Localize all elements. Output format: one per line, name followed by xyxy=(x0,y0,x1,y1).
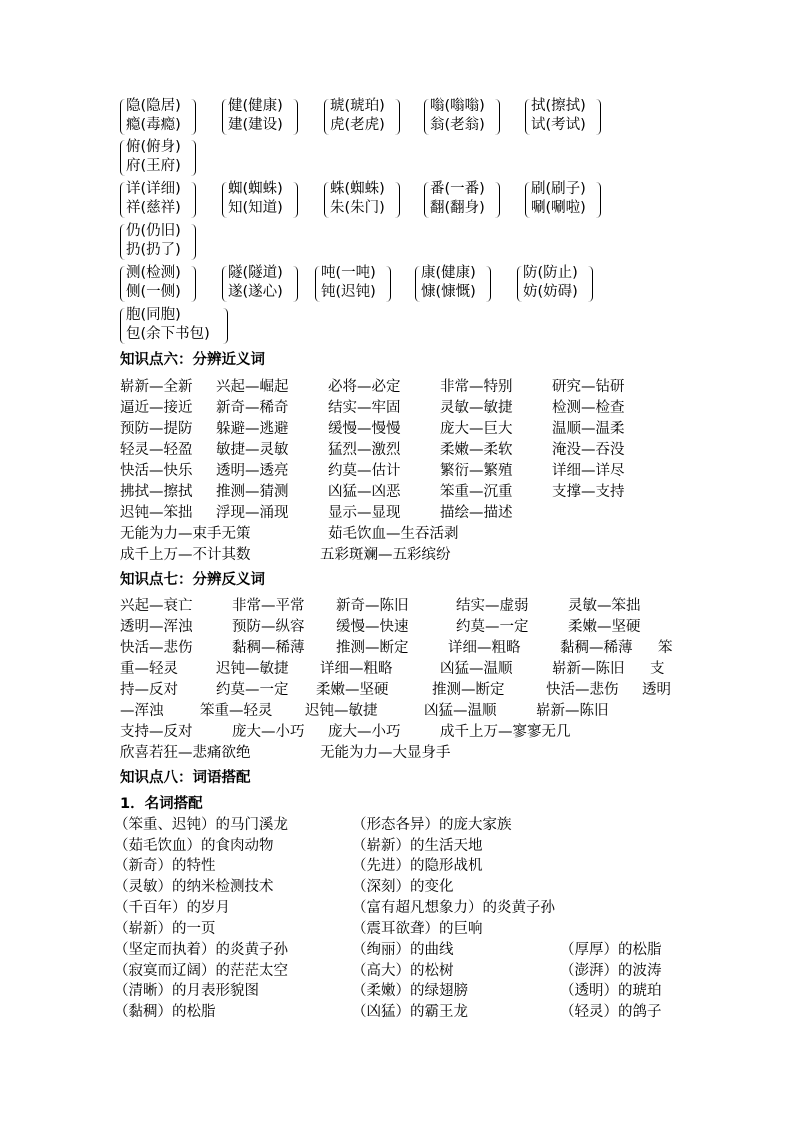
char-pair-bottom: 翁(老翁) xyxy=(430,117,485,133)
word-pair: 成千上万—不计其数 xyxy=(120,547,251,563)
char-pair-top: 仍(仍旧) xyxy=(126,223,181,239)
antonym-row xyxy=(0,701,794,721)
collocation: （清晰）的月表形貌图 xyxy=(114,983,259,999)
word-pair: 庞大—小巧 xyxy=(232,724,305,740)
word-pair: 支撑—支持 xyxy=(552,484,625,500)
word-pair: 凶猛—温顺 xyxy=(440,661,513,677)
word-pair: 黏稠—稀薄 xyxy=(232,640,305,656)
word-pair: 透明 xyxy=(642,682,671,698)
char-pair-top: 胞(同胞) xyxy=(126,307,181,323)
word-pair: 支持—反对 xyxy=(120,724,193,740)
synonym-row xyxy=(0,440,794,460)
word-pair: 持—反对 xyxy=(120,682,178,698)
word-pair: 详细—粗略 xyxy=(320,661,393,677)
char-group xyxy=(120,180,196,220)
word-pair: 描绘—描述 xyxy=(440,505,513,521)
char-group xyxy=(120,97,196,137)
collocation: （轻灵）的鸽子 xyxy=(560,1004,662,1020)
char-pair-top: 俯(俯身) xyxy=(126,139,181,155)
word-pair: 快活—快乐 xyxy=(120,463,193,479)
char-pair-top: 番(一番) xyxy=(430,181,485,197)
char-pair-bottom: 唰(唰啦) xyxy=(531,200,586,216)
word-pair: 推测—猜测 xyxy=(216,484,289,500)
collocation: （千百年）的岁月 xyxy=(114,900,230,916)
word-pair: 兴起—崛起 xyxy=(216,379,289,395)
word-pair: 猛烈—激烈 xyxy=(328,442,401,458)
section-heading: 知识点六：分辨近义词 xyxy=(120,352,265,368)
word-pair: 非常—特别 xyxy=(440,379,513,395)
collocation-row xyxy=(0,877,794,897)
collocation: （形态各异）的庞大家族 xyxy=(352,817,512,833)
word-pair: 迟钝—敏捷 xyxy=(216,661,289,677)
word-pair: 结实—牢固 xyxy=(328,400,401,416)
word-pair: 重—轻灵 xyxy=(120,661,178,677)
char-group xyxy=(525,180,601,220)
char-pair-top: 拭(擦拭) xyxy=(531,98,586,114)
char-pair-bottom: 侧(一侧) xyxy=(126,284,181,300)
antonym-row xyxy=(0,617,794,637)
collocation-row xyxy=(0,981,794,1001)
collocation: （崭新）的生活天地 xyxy=(352,838,483,854)
char-group xyxy=(424,180,500,220)
collocation: （灵敏）的纳米检测技术 xyxy=(114,879,274,895)
char-pair-bottom: 翻(翻身) xyxy=(430,200,485,216)
collocation: （寂寞而辽阔）的茫茫太空 xyxy=(114,963,288,979)
word-pair: 推测—断定 xyxy=(336,640,409,656)
word-pair: 预防—纵容 xyxy=(232,619,305,635)
synonym-row xyxy=(0,398,794,418)
collocation: （先进）的隐形战机 xyxy=(352,858,483,874)
word-pair: 兴起—衰亡 xyxy=(120,598,193,614)
antonym-row xyxy=(0,680,794,700)
char-pair-bottom: 瘾(毒瘾) xyxy=(126,117,181,133)
word-pair: 灵敏—笨拙 xyxy=(568,598,641,614)
word-pair: 柔嫩—坚硬 xyxy=(316,682,389,698)
word-pair: 研究—钻研 xyxy=(552,379,625,395)
synonym-row xyxy=(0,524,794,544)
char-pair-top: 康(健康) xyxy=(421,265,476,281)
char-pair-top: 蛛(蜘蛛) xyxy=(330,181,385,197)
char-pair-bottom: 府(王府) xyxy=(126,158,181,174)
word-pair: 无能为力—大显身手 xyxy=(320,745,451,761)
word-pair: 详细—粗略 xyxy=(448,640,521,656)
char-pair-bottom: 试(考试) xyxy=(531,117,586,133)
word-pair: 凶猛—凶恶 xyxy=(328,484,401,500)
word-pair: 拂拭—擦拭 xyxy=(120,484,193,500)
word-pair: 逼近—接近 xyxy=(120,400,193,416)
collocation: （黏稠）的松脂 xyxy=(114,1004,216,1020)
word-pair: 透明—透亮 xyxy=(216,463,289,479)
word-pair: 必将—必定 xyxy=(328,379,401,395)
word-pair: 缓慢—快速 xyxy=(336,619,409,635)
word-pair: 详细—详尽 xyxy=(552,463,625,479)
collocation: （柔嫩）的绿翅膀 xyxy=(352,983,468,999)
collocation: （崭新）的一页 xyxy=(114,921,216,937)
char-group xyxy=(120,138,196,178)
char-pair-bottom: 钝(迟钝) xyxy=(321,284,376,300)
word-pair: 笨 xyxy=(658,640,673,656)
collocation-row xyxy=(0,898,794,918)
word-pair: 黏稠—稀薄 xyxy=(560,640,633,656)
word-pair: 非常—平常 xyxy=(232,598,305,614)
word-pair: 约莫—一定 xyxy=(456,619,529,635)
collocation-row xyxy=(0,940,794,960)
collocation: （凶猛）的霸王龙 xyxy=(352,1004,468,1020)
synonym-row xyxy=(0,419,794,439)
char-group xyxy=(222,264,298,304)
word-pair: 柔嫩—柔软 xyxy=(440,442,513,458)
char-group xyxy=(315,264,391,304)
collocation: （富有超凡想象力）的炎黄子孙 xyxy=(352,900,555,916)
collocation: （茹毛饮血）的食肉动物 xyxy=(114,838,274,854)
word-pair: 成千上万—寥寥无几 xyxy=(440,724,571,740)
collocation-row xyxy=(0,1002,794,1022)
collocation: （坚定而执着）的炎黄子孙 xyxy=(114,942,288,958)
word-pair: 约莫—一定 xyxy=(216,682,289,698)
word-pair: 柔嫩—坚硬 xyxy=(568,619,641,635)
char-pair-bottom: 扔(扔了) xyxy=(126,242,181,258)
word-pair: 茹毛饮血—生吞活剥 xyxy=(328,526,459,542)
collocation: （新奇）的特性 xyxy=(114,858,216,874)
word-pair: 笨重—沉重 xyxy=(440,484,513,500)
char-group xyxy=(517,264,593,304)
word-pair: 快活—悲伤 xyxy=(546,682,619,698)
collocation: （厚厚）的松脂 xyxy=(560,942,662,958)
subsection-heading: 1．名词搭配 xyxy=(120,796,203,812)
collocation: （深刻）的变化 xyxy=(352,879,454,895)
char-group xyxy=(424,97,500,137)
char-group xyxy=(324,97,400,137)
collocation-row xyxy=(0,919,794,939)
word-pair: 躲避—逃避 xyxy=(216,421,289,437)
collocation: （笨重、迟钝）的马门溪龙 xyxy=(114,817,288,833)
word-pair: 迟钝—敏捷 xyxy=(305,703,378,719)
char-pair-top: 嗡(嗡嗡) xyxy=(430,98,485,114)
synonym-row xyxy=(0,482,794,502)
antonym-row xyxy=(0,638,794,658)
char-pair-bottom: 慷(慷慨) xyxy=(421,284,476,300)
antonym-row xyxy=(0,596,794,616)
word-pair: 繁衍—繁殖 xyxy=(440,463,513,479)
char-group xyxy=(222,97,298,137)
char-pair-top: 琥(琥珀) xyxy=(330,98,385,114)
word-pair: 五彩斑斓—五彩缤纷 xyxy=(320,547,451,563)
collocation-row xyxy=(0,836,794,856)
collocation: （绚丽）的曲线 xyxy=(352,942,454,958)
char-pair-top: 详(详细) xyxy=(126,181,181,197)
word-pair: 灵敏—敏捷 xyxy=(440,400,513,416)
char-pair-top: 刷(刷子) xyxy=(531,181,586,197)
word-pair: 庞大—小巧 xyxy=(328,724,401,740)
word-pair: 支 xyxy=(650,661,665,677)
word-pair: 欣喜若狂—悲痛欲绝 xyxy=(120,745,251,761)
char-pair-top: 测(检测) xyxy=(126,265,181,281)
word-pair: 预防—提防 xyxy=(120,421,193,437)
char-group xyxy=(525,97,601,137)
word-pair: 新奇—稀奇 xyxy=(216,400,289,416)
char-pair-bottom: 虎(老虎) xyxy=(330,117,385,133)
word-pair: 凶猛—温顺 xyxy=(424,703,497,719)
char-pair-top: 蜘(蜘蛛) xyxy=(228,181,283,197)
char-group xyxy=(222,180,298,220)
char-group xyxy=(324,180,400,220)
collocation: （澎湃）的波涛 xyxy=(560,963,662,979)
collocation-row xyxy=(0,961,794,981)
char-group xyxy=(120,306,228,346)
char-pair-top: 隐(隐居) xyxy=(126,98,181,114)
char-group xyxy=(120,264,196,304)
char-pair-top: 健(健康) xyxy=(228,98,283,114)
word-pair: 温顺—温柔 xyxy=(552,421,625,437)
word-pair: 缓慢—慢慢 xyxy=(328,421,401,437)
collocation-row xyxy=(0,856,794,876)
antonym-row xyxy=(0,722,794,742)
word-pair: 新奇—陈旧 xyxy=(336,598,409,614)
char-group xyxy=(120,222,196,262)
collocation: （震耳欲聋）的巨响 xyxy=(352,921,483,937)
antonym-row xyxy=(0,743,794,763)
antonym-row xyxy=(0,659,794,679)
word-pair: 敏捷—灵敏 xyxy=(216,442,289,458)
word-pair: 崭新—陈旧 xyxy=(536,703,609,719)
char-pair-bottom: 妨(妨碍) xyxy=(523,284,578,300)
char-pair-bottom: 遂(遂心) xyxy=(228,284,283,300)
collocation-row xyxy=(0,815,794,835)
word-pair: 约莫—估计 xyxy=(328,463,401,479)
word-pair: 崭新—全新 xyxy=(120,379,193,395)
char-pair-top: 吨(一吨) xyxy=(321,265,376,281)
char-pair-bottom: 知(知道) xyxy=(228,200,283,216)
char-pair-bottom: 朱(朱门) xyxy=(330,200,385,216)
char-group xyxy=(415,264,491,304)
char-pair-top: 防(防止) xyxy=(523,265,578,281)
word-pair: 透明—浑浊 xyxy=(120,619,193,635)
synonym-row xyxy=(0,461,794,481)
word-pair: 检测—检查 xyxy=(552,400,625,416)
char-pair-bottom: 建(建设) xyxy=(228,117,283,133)
word-pair: 浮现—涌现 xyxy=(216,505,289,521)
char-pair-bottom: 包(余下书包) xyxy=(126,326,210,342)
char-pair-top: 隧(隧道) xyxy=(228,265,283,281)
section-heading: 知识点八：词语搭配 xyxy=(120,770,251,786)
collocation: （高大）的松树 xyxy=(352,963,454,979)
word-pair: 快活—悲伤 xyxy=(120,640,193,656)
char-pair-bottom: 祥(慈祥) xyxy=(126,200,181,216)
word-pair: 淹没—吞没 xyxy=(552,442,625,458)
word-pair: 笨重—轻灵 xyxy=(200,703,273,719)
synonym-row xyxy=(0,545,794,565)
word-pair: 推测—断定 xyxy=(432,682,505,698)
section-heading: 知识点七：分辨反义词 xyxy=(120,572,265,588)
word-pair: 结实—虚弱 xyxy=(456,598,529,614)
word-pair: 显示—显现 xyxy=(328,505,401,521)
synonym-row xyxy=(0,377,794,397)
word-pair: 庞大—巨大 xyxy=(440,421,513,437)
word-pair: —浑浊 xyxy=(120,703,164,719)
synonym-row xyxy=(0,503,794,523)
word-pair: 迟钝—笨拙 xyxy=(120,505,193,521)
word-pair: 无能为力—束手无策 xyxy=(120,526,251,542)
word-pair: 崭新—陈旧 xyxy=(552,661,625,677)
collocation: （透明）的琥珀 xyxy=(560,983,662,999)
word-pair: 轻灵—轻盈 xyxy=(120,442,193,458)
